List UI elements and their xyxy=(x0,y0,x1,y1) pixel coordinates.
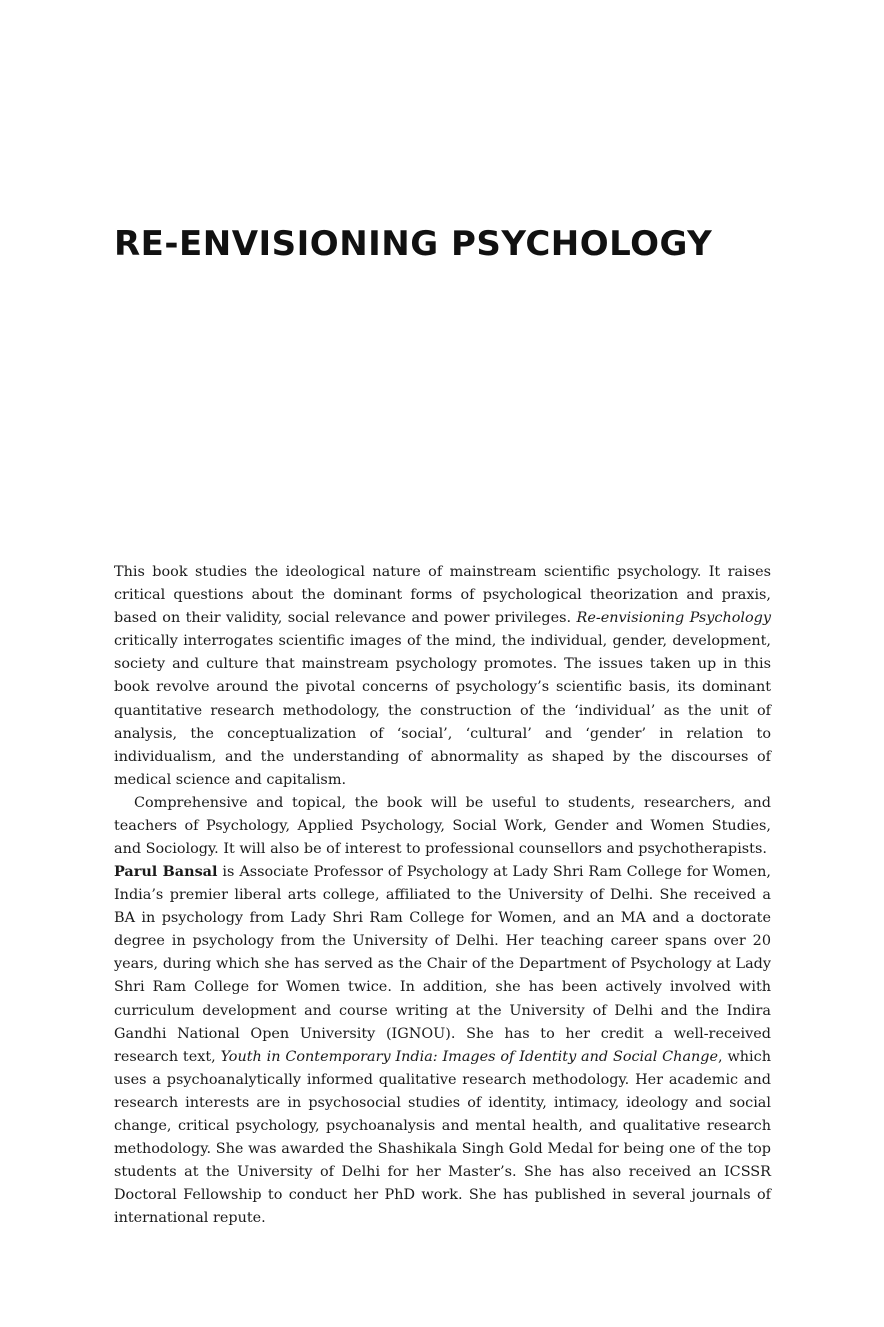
description-paragraph-2: Comprehensive and topical, the book will be useful to students, researchers, and teachers of Psychology, Applied Psychology, Social Work, Gender and Women Studies, and Sociology. It will also be of interest to professional counsellors and psychotherapists. xyxy=(114,794,771,858)
author-book-title: Youth in Contemporary India: Images of Identity and Social Change xyxy=(220,1048,719,1065)
author-bio xyxy=(114,860,771,1231)
book-title: RE-ENVISIONING PSYCHOLOGY xyxy=(114,224,713,264)
description-paragraph-1 xyxy=(114,561,771,792)
author-bio-text-1: is Associate Professor of Psychology at Lady Shri Ram College for Women, India’s premier liberal arts college, affiliated to the University of Delhi. She received a BA in psychology from Lady Shri Ram College for Women, and an MA and a doctorate degree in psychology from the University of Delhi. Her teaching career spans over 20 years, during which she has served as the Chair of the Department of Psychology at Lady Shri Ram College for Women twice. In addition, she has been actively involved with curriculum development and course writing at the University of Delhi and the Indira Gandhi National Open University (IGNOU). She has to her credit a well-received research text, xyxy=(114,864,771,1065)
author-name: Parul Bansal xyxy=(114,863,218,880)
description-text-1: This book studies the ideological nature of mainstream scientific psychology. It raises critical questions about the dominant forms of psychological theorization and praxis, based on their validity, social relevance and power privileges. xyxy=(114,564,771,627)
author-bio-paragraph xyxy=(114,860,771,1231)
book-description xyxy=(114,561,771,861)
description-text-2: critically interrogates scientific images of the mind, the individual, gender, development, society and culture that mainstream psychology promotes. The issues taken up in this book revolve around the pivotal concerns of psychology’s scientific basis, its dominant quantitative research methodology, the construction of the ‘individual’ as the unit of analysis, the conceptualization of ‘social’, ‘cultural’ and ‘gender’ in relation to individualism, and the understanding of abnormality as shaped by the discourses of medical science and capitalism. xyxy=(114,633,771,788)
book-title-italic: Re-envisioning Psychology xyxy=(576,610,772,627)
author-bio-text-2: , which uses a psychoanalytically informed qualitative research methodology. Her academic and research interests are in psychosocial studies of identity, intimacy, ideology and social change, critical psychology, psychoanalysis and mental health, and qualitative research methodology. She was awarded the Shashikala Singh Gold Medal for being one of the top students at the University of Delhi for her Master’s. She has also received an ICSSR Doctoral Fellowship to conduct her PhD work. She has published in several journals of international repute. xyxy=(114,1048,771,1227)
